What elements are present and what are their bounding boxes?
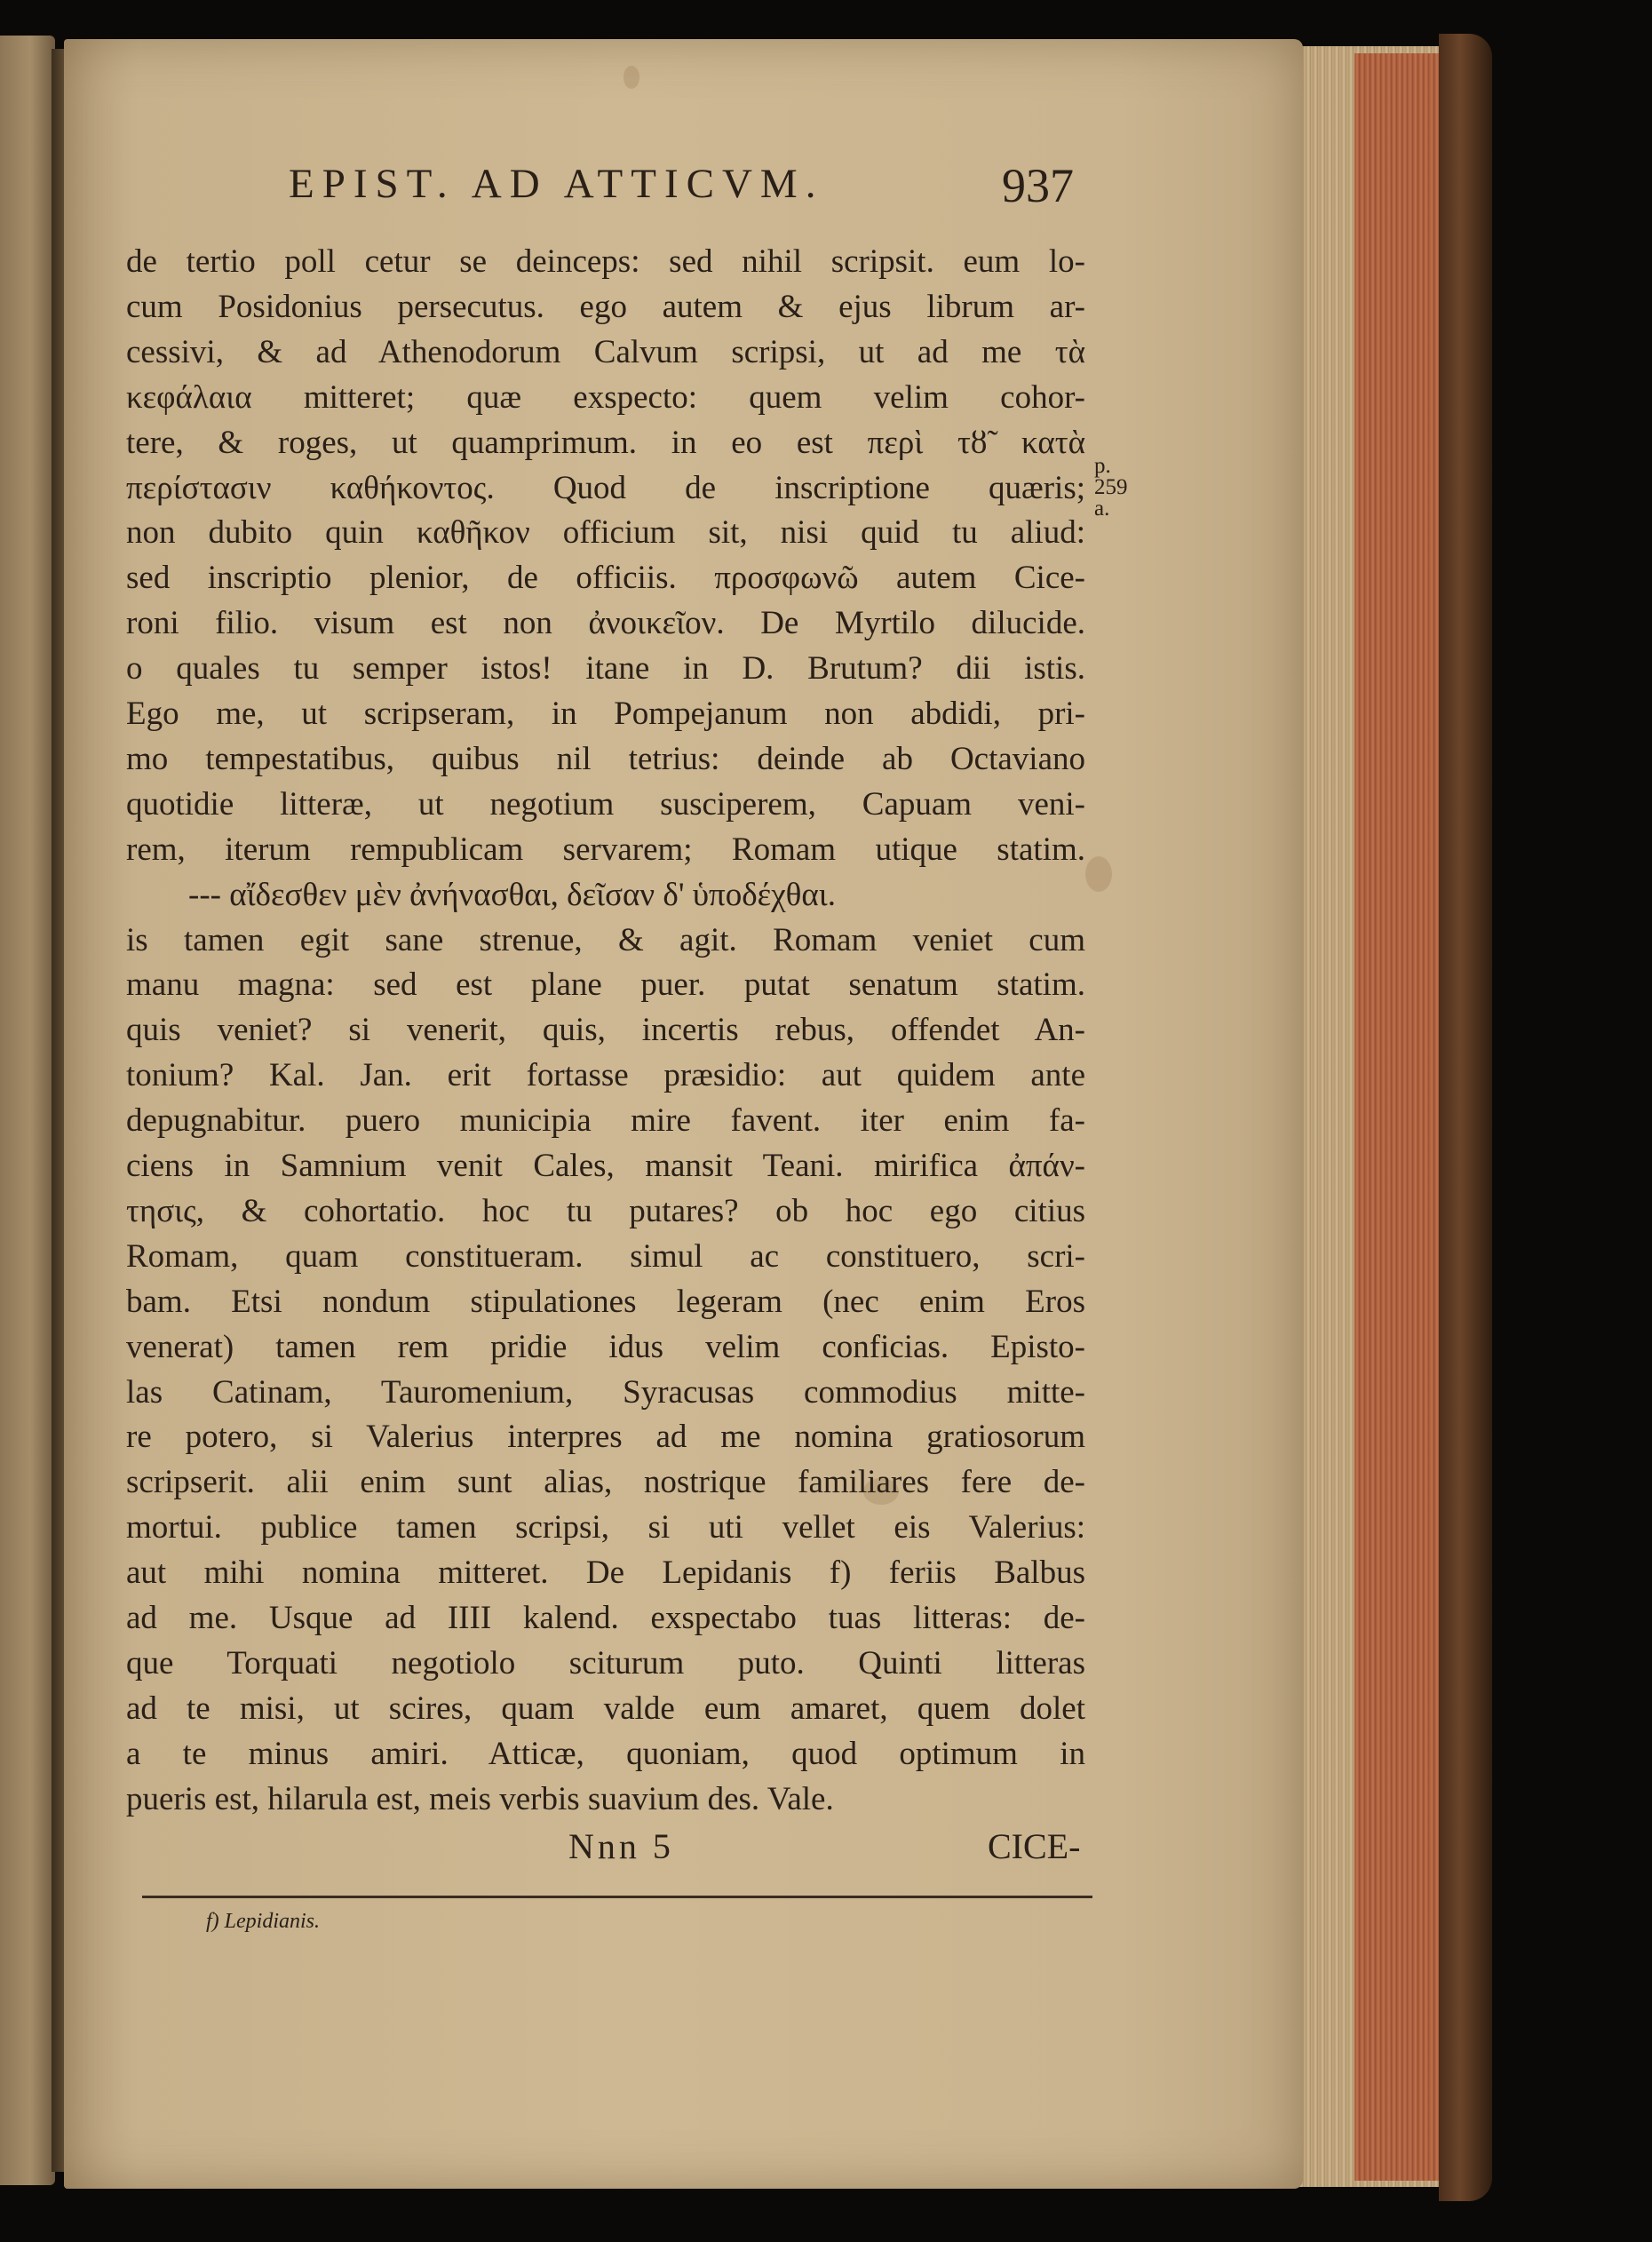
margin-note-page: 259: [1094, 475, 1128, 499]
text-line: ad me. Usque ad IIII kalend. exspectabo tuas litteras: de-: [126, 1600, 1085, 1636]
text-line: tonium? Kal. Jan. erit fortasse præsidio: aut quidem ante: [126, 1057, 1085, 1094]
running-head: EPIST. AD ATTICVM.: [289, 161, 824, 207]
page-number: 937: [1002, 159, 1074, 212]
signature-mark: Nnn 5: [568, 1826, 674, 1866]
text-line: re potero, si Valerius interpres ad me nomina gratiosorum: [126, 1419, 1085, 1456]
text-line: non dubito quin καθῆκον officium sit, nisi quid tu aliud:: [126, 514, 1085, 552]
text-line: roni filio. visum est non ἀνοικεῖον. De Myrtilo dilucide.: [126, 605, 1085, 642]
text-line: ad te misi, ut scires, quam valde eum amaret, quem dolet: [126, 1689, 1085, 1727]
footnote: f) Lepidianis.: [206, 1910, 321, 1933]
text-line: quis veniet? si venerit, quis, incertis rebus, offendet An-: [126, 1012, 1085, 1049]
footnote-rule: [142, 1896, 1092, 1898]
facing-page-edge: [0, 36, 55, 2185]
foxing-spot: [623, 66, 639, 89]
text-line: depugnabitur. puero municipia mire favent. iter enim fa-: [126, 1102, 1085, 1140]
text-line: quotidie litteræ, ut negotium susciperem, Capuam veni-: [126, 785, 1085, 823]
text-line: cum Posidonius persecutus. ego autem & ejus librum ar-: [126, 288, 1085, 325]
margin-note-a: a.: [1094, 497, 1110, 521]
text-line: o quales tu semper istos! itane in D. Brutum? dii istis.: [126, 650, 1085, 688]
red-sprinkled-edges: [1354, 53, 1439, 2181]
text-line: κεφάλαια mitteret; quæ exspecto: quem velim cohor-: [126, 378, 1085, 416]
text-line: cessivi, & ad Athenodorum Calvum scripsi, ut ad me τὰ: [126, 333, 1085, 370]
book-cover: [1439, 34, 1492, 2201]
text-line: ciens in Samnium venit Cales, mansit Teani. mirifica ἀπάν-: [126, 1148, 1085, 1184]
text-line: rem, iterum rempublicam servarem; Romam utique statim.: [126, 831, 1085, 868]
text-line: mortui. publice tamen scripsi, si uti vellet eis Valerius:: [126, 1509, 1085, 1546]
text-line: que Torquati negotiolo sciturum puto. Quinti litteras: [126, 1644, 1085, 1682]
text-line: las Catinam, Tauromenium, Syracusas commodius mitte-: [126, 1373, 1085, 1411]
text-line: Ego me, ut scripseram, in Pompejanum non abdidi, pri-: [126, 696, 1085, 732]
text-line: Romam, quam constitueram. simul ac constituero, scri-: [126, 1237, 1085, 1275]
margin-note-p: p.: [1094, 454, 1111, 478]
text-line: tere, & roges, ut quamprimum. in eo est περὶ τȣ̃ κατὰ: [126, 424, 1085, 461]
foxing-spot: [1085, 856, 1112, 892]
catchword: CICE-: [988, 1826, 1081, 1866]
text-line: περίστασιν καθήκοντος. Quod de inscriptione quæris;: [126, 469, 1085, 506]
text-line: mo tempestatibus, quibus nil tetrius: deinde ab Octaviano: [126, 740, 1085, 777]
text-line: manu magna: sed est plane puer. putat senatum statim.: [126, 966, 1085, 1004]
text-line: sed inscriptio plenior, de officiis. προσφωνῶ autem Cice-: [126, 560, 1085, 597]
text-line: a te minus amiri. Atticæ, quoniam, quod optimum in: [126, 1735, 1085, 1772]
text-line: τησις, & cohortatio. hoc tu putares? ob hoc ego citius: [126, 1192, 1085, 1229]
text-line: is tamen egit sane strenue, & agit. Romam veniet cum: [126, 921, 1085, 958]
text-line: scripserit. alii enim sunt alias, nostrique familiares fere de-: [126, 1464, 1085, 1501]
text-line: venerat) tamen rem pridie idus velim conficias. Episto-: [126, 1328, 1085, 1365]
text-line: de tertio poll cetur se deinceps: sed nihil scripsit. eum lo-: [126, 243, 1085, 280]
text-line: aut mihi nomina mitteret. De Lepidanis f) feriis Balbus: [126, 1554, 1085, 1592]
text-line: --- αἴδεσθεν μὲν ἀνήνασθαι, δεῖσαν δ' ὑποδέχθαι.: [188, 876, 836, 913]
text-line: pueris est, hilarula est, meis verbis suavium des. Vale.: [126, 1780, 834, 1817]
text-line: bam. Etsi nondum stipulationes legeram (nec enim Eros: [126, 1283, 1085, 1320]
